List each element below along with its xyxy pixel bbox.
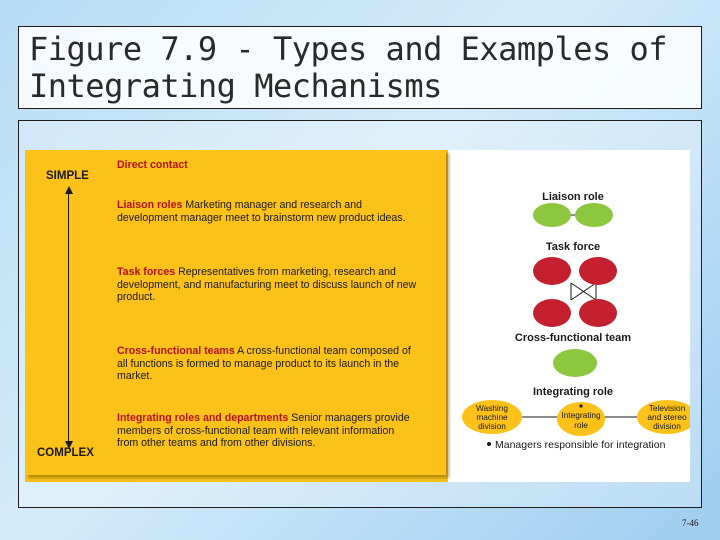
mechanism-text: Marketing manager and research and development manager meet to brainstorm new product ideas. <box>117 199 406 224</box>
mechanism-item <box>117 266 417 304</box>
slide-title: Figure 7.9 - Types and Examples of Integrating Mechanisms <box>29 30 668 105</box>
integrating-role-label: Integrating role <box>532 386 614 398</box>
bullet-icon <box>487 442 491 446</box>
liaison-role-label: Liaison role <box>542 191 604 203</box>
mechanism-head: Cross-functional teams <box>117 345 235 357</box>
task-force-node <box>533 257 571 285</box>
mechanism-item <box>117 159 417 172</box>
mechanism-text: A cross-functional team composed of all functions is formed to manage product to its launch in the market. <box>117 345 411 383</box>
node-text: Integrating <box>561 410 601 420</box>
integration-diagram <box>455 150 690 482</box>
node-text: Washing <box>476 403 508 413</box>
mechanism-head: Direct contact <box>117 159 188 171</box>
task-force-label: Task force <box>545 241 601 253</box>
mechanism-panel <box>25 150 448 482</box>
bullet-icon <box>579 404 582 407</box>
mechanism-head: Liaison roles <box>117 199 183 211</box>
cross-functional-label: Cross-functional team <box>514 332 632 344</box>
mechanism-head: Integrating roles and departments <box>117 412 289 424</box>
node-text: division <box>653 421 681 431</box>
mechanism-item <box>117 412 417 450</box>
bullet-note: Managers responsible for integration <box>495 439 666 451</box>
mechanism-text: Representatives from marketing, research and development, and manufacturing meet to discuss launch of new product. <box>117 266 417 304</box>
scale-arrow-line <box>68 193 69 443</box>
task-force-node <box>579 299 617 327</box>
node-text: and stereo <box>647 412 687 422</box>
liaison-node-left <box>533 203 571 227</box>
scale-bottom-label: COMPLEX <box>37 447 94 459</box>
node-text: machine <box>476 412 508 422</box>
cross-functional-node <box>553 349 597 377</box>
task-force-node <box>533 299 571 327</box>
mechanism-item <box>117 199 417 224</box>
mechanism-head: Task forces <box>117 266 176 278</box>
figure <box>25 150 690 482</box>
node-text: role <box>574 420 588 430</box>
mechanism-item <box>117 345 417 383</box>
node-text: Television <box>648 403 686 413</box>
task-force-node <box>579 257 617 285</box>
title-box <box>18 26 702 109</box>
page-number: 7-46 <box>682 518 699 528</box>
node-text: division <box>478 421 506 431</box>
mechanism-text: Senior managers provide members of cross-functional team with relevant information from other teams and from other divisions. <box>117 412 410 450</box>
liaison-node-right <box>575 203 613 227</box>
scale-top-label: SIMPLE <box>46 170 89 182</box>
